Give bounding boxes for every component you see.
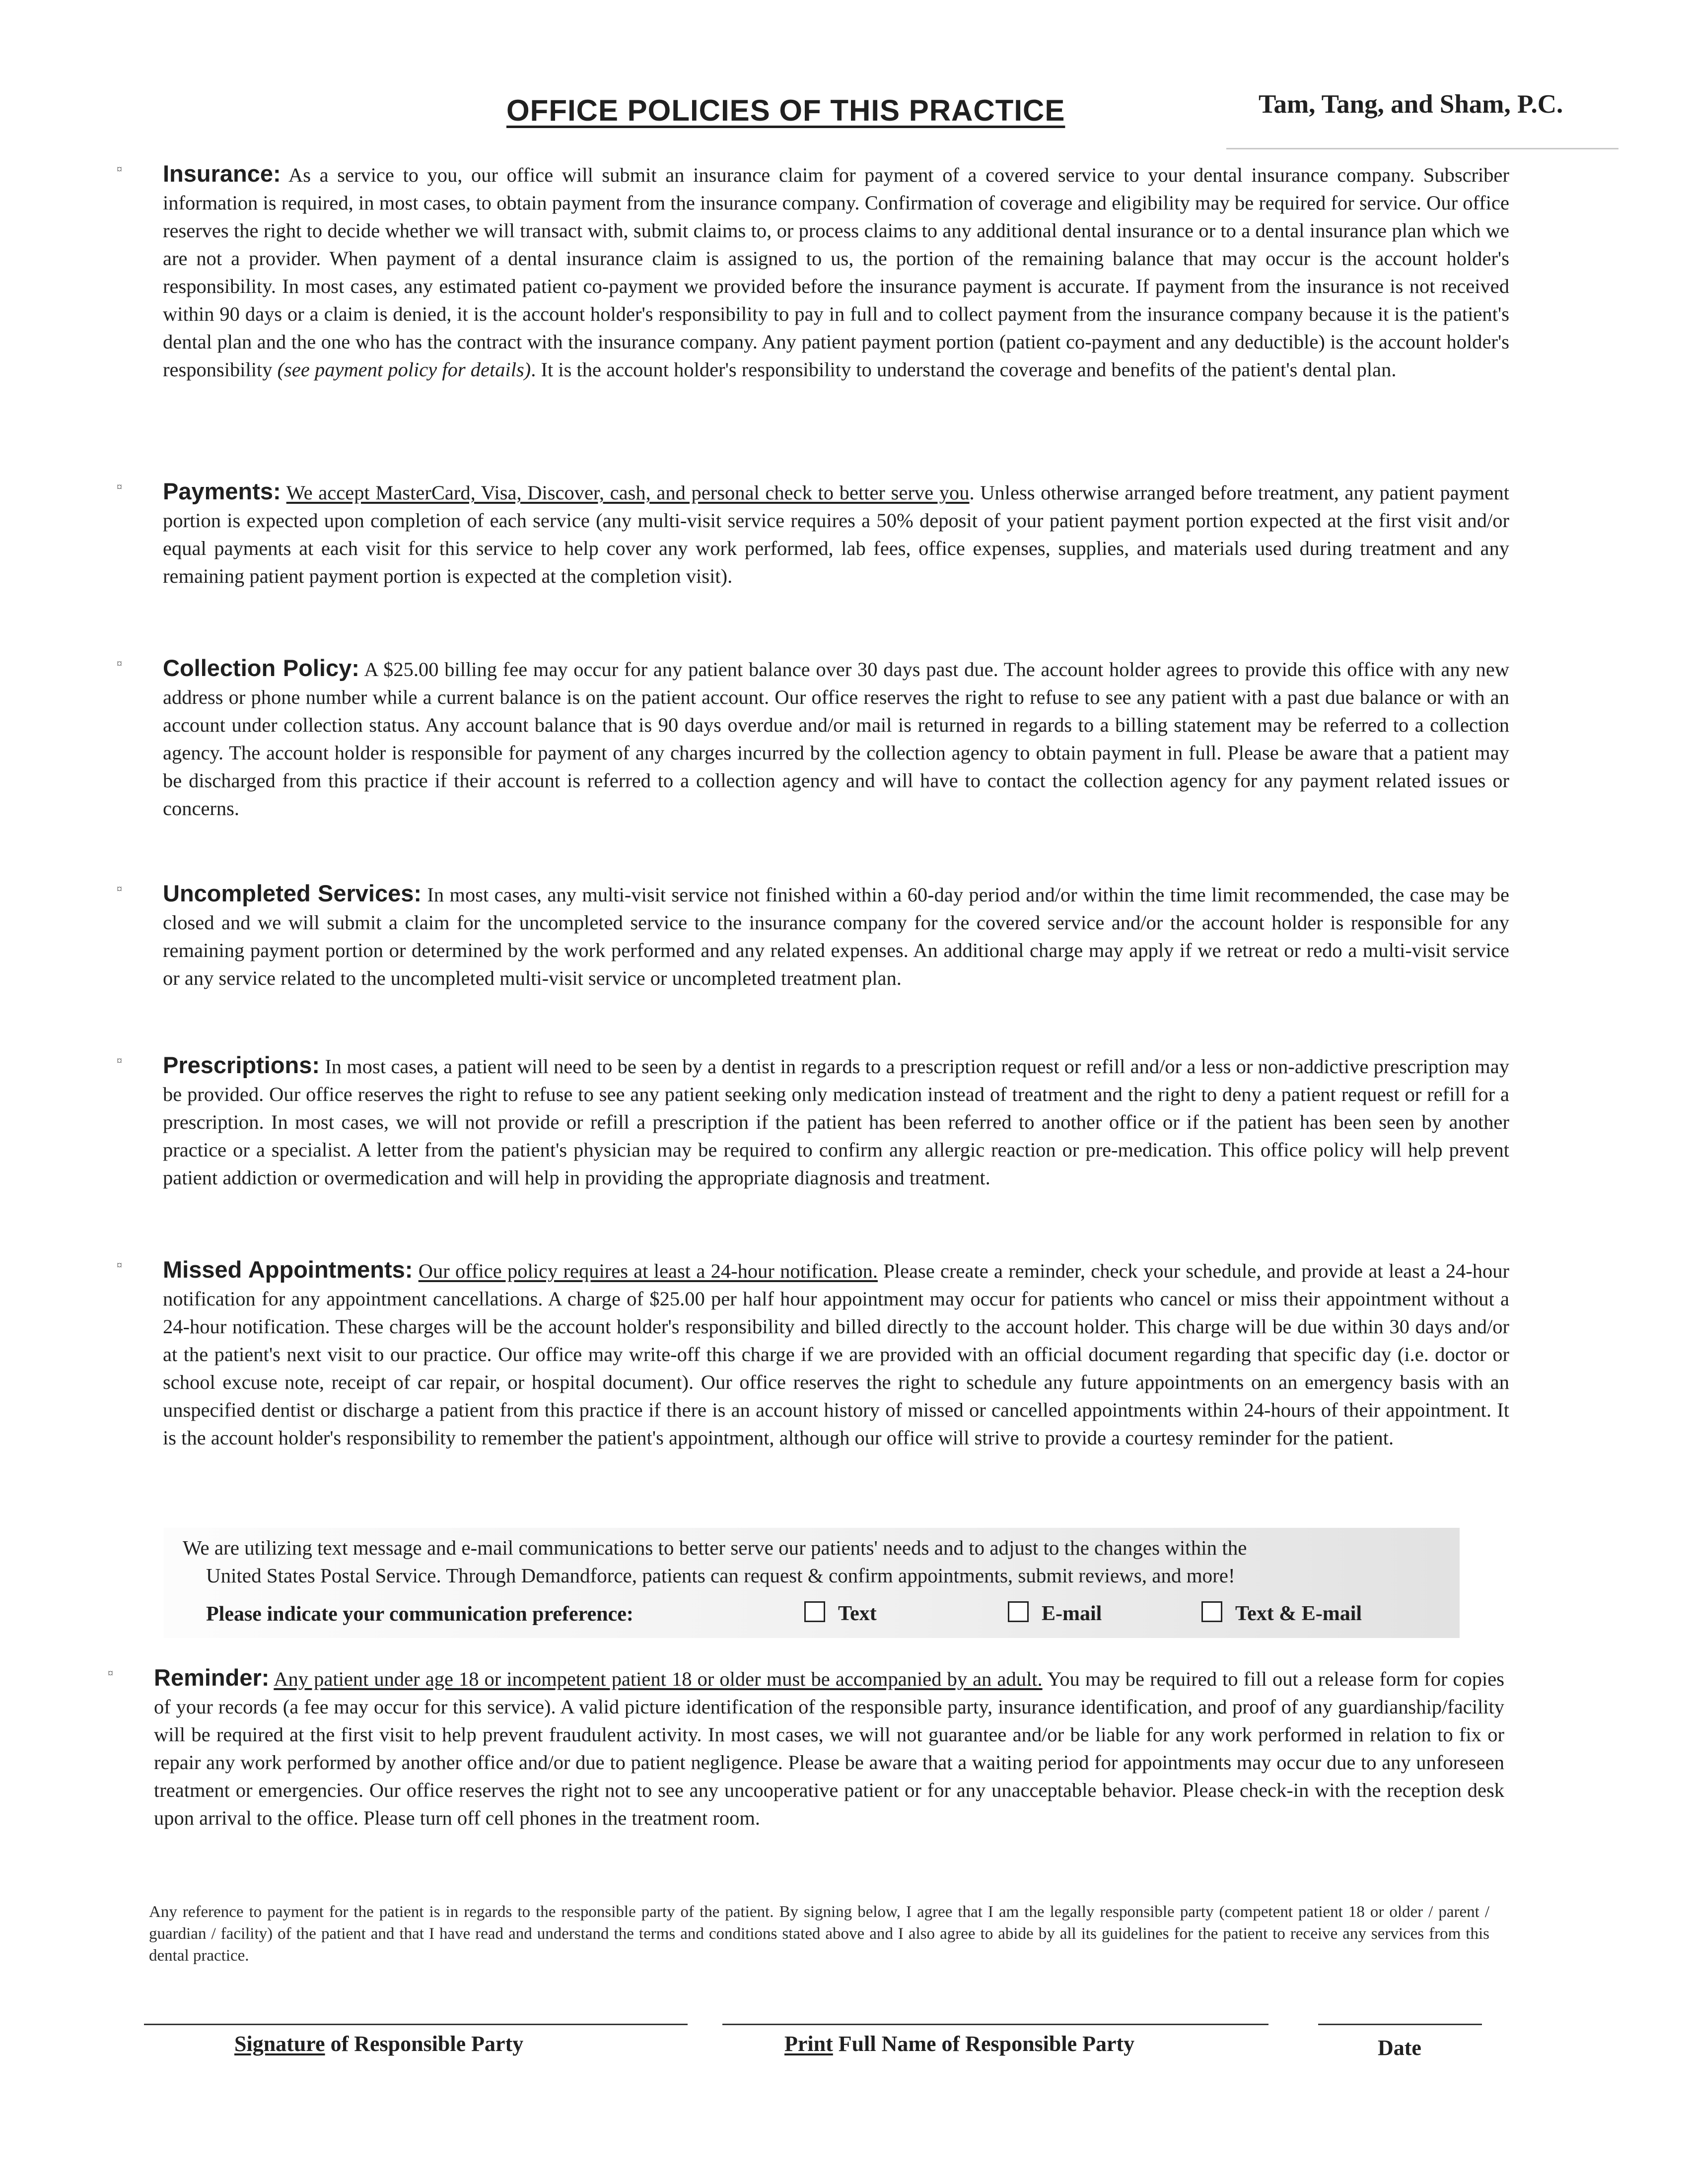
text-checkbox[interactable]: [804, 1601, 825, 1622]
payments-section: [119, 478, 1509, 590]
payments-heading: Payments:: [163, 478, 281, 504]
signature-line[interactable]: [144, 2024, 688, 2025]
print-rest: Full Name of Responsible Party: [833, 2032, 1135, 2056]
bullet-icon: ¤: [117, 1054, 122, 1067]
date-line[interactable]: [1318, 2024, 1482, 2025]
payments-text: . Unless otherwise arranged before treatment, any patient payment portion is expected upon completion of each service (any multi-visit service requires a 50% deposit of your patient payment portion expected at the first visit and/or equal payments at each visit for this service to help cover any work performed, lab fees, office expenses, supplies, and materials used during treatment and any remaining patient payment portion is expected at the completion visit).: [163, 481, 1509, 587]
print-word: Print: [784, 2032, 833, 2056]
signature-rest: of Responsible Party: [325, 2032, 524, 2056]
uncompleted-section: [119, 880, 1509, 992]
insurance-text-end: . It is the account holder's responsibility to understand the coverage and benefits of the patient's dental plan.: [531, 358, 1397, 381]
communication-line-1: We are utilizing text message and e-mail communications to better serve our patients' needs and to adjust to the changes within the: [183, 1536, 1247, 1559]
option-text-and-email[interactable]: [1201, 1601, 1362, 1626]
prescriptions-section: [119, 1051, 1509, 1192]
reminder-underlined: Any patient under age 18 or incompetent patient 18 or older must be accompanied by an adult.: [274, 1668, 1043, 1690]
prescriptions-text: In most cases, a patient will need to be seen by a dentist in regards to a prescription request or refill and/or a less or non-addictive prescription may be provided. Our office reserves the right to refuse to see any patient seeking only medication instead of treatment and the right to deny a patient request or refill for a prescription. In most cases, we will not provide or refill a prescription if the patient has been referred to another office or if the patient has been seen by another practice or a specialist. A letter from the patient's physician may be required to confirm any allergic reaction or pre-medication. This office policy will help prevent patient addiction or overmedication and will help in providing the appropriate diagnosis and treatment.: [163, 1055, 1509, 1189]
bullet-icon: ¤: [117, 480, 122, 493]
reminder-paragraph: [154, 1664, 1504, 1832]
option-email-label: E-mail: [1042, 1602, 1102, 1625]
option-text-label: Text: [838, 1602, 877, 1625]
insurance-section: [119, 160, 1509, 384]
collection-paragraph: [163, 654, 1509, 822]
payments-underlined: We accept MasterCard, Visa, Discover, cash, and personal check to better serve you: [286, 481, 970, 504]
communication-box: [164, 1528, 1460, 1638]
missed-underlined: Our office policy requires at least a 24-hour notification.: [418, 1260, 878, 1282]
uncompleted-text: In most cases, any multi-visit service not finished within a 60-day period and/or within the time limit recommended, the case may be closed and we will submit a claim for the uncompleted service to the insurance company for the covered service and/or the account holder is responsible for any remaining payment portion or determined by the work performed and any related expenses. An additional charge may apply if we retreat or redo a multi-visit service or any service related to the uncompleted multi-visit service or uncompleted treatment plan.: [163, 884, 1509, 989]
practice-name: Tam, Tang, and Sham, P.C.: [1259, 90, 1563, 119]
option-email[interactable]: [1008, 1601, 1102, 1626]
missed-section: [119, 1256, 1509, 1452]
bullet-icon: ¤: [117, 163, 122, 175]
prescriptions-paragraph: [163, 1051, 1509, 1192]
insurance-italic: (see payment policy for details): [277, 358, 531, 381]
insurance-paragraph: [163, 160, 1509, 384]
signature-word: Signature: [234, 2032, 325, 2056]
date-label: Date: [1378, 2036, 1421, 2060]
text-and-email-checkbox[interactable]: [1201, 1601, 1222, 1622]
collection-heading: Collection Policy:: [163, 655, 359, 681]
bullet-icon: ¤: [108, 1667, 113, 1679]
missed-heading: Missed Appointments:: [163, 1256, 413, 1283]
reminder-heading: Reminder:: [154, 1664, 270, 1691]
prescriptions-heading: Prescriptions:: [163, 1052, 320, 1078]
bullet-icon: ¤: [117, 657, 122, 670]
signature-label: [234, 2031, 523, 2056]
print-name-line[interactable]: [722, 2024, 1268, 2025]
email-checkbox[interactable]: [1008, 1601, 1029, 1622]
header-rule: [1226, 148, 1618, 149]
collection-text: A $25.00 billing fee may occur for any patient balance over 30 days past due. The account holder agrees to provide this office with any new address or phone number while a current balance is on the patient account. Our office reserves the right to refuse to see any patient with a past due balance or with an account under collection status. Any account balance that is 90 days overdue and/or mail is returned in regards to a billing statement may be referred to a collection agency. The account holder is responsible for payment of any charges incurred by the collection agency to obtain payment in full. Please be aware that a patient may be discharged from this practice if their account is referred to a collection agency and will have to contact the collection agency for any payment related issues or concerns.: [163, 658, 1510, 819]
agreement-footnote: Any reference to payment for the patient is in regards to the responsible party of the patient. By signing below, I agree that I am the legally responsible party (competent patient 18 or older / parent / guardian / facility) of the patient and that I have read and understand the terms and conditions stated above and I also agree to abide by all its guidelines for the patient to receive any services from this dental practice.: [149, 1903, 1489, 1965]
communication-prompt: Please indicate your communication preference:: [206, 1603, 633, 1626]
payments-paragraph: [163, 478, 1509, 590]
uncompleted-paragraph: [163, 880, 1509, 992]
page-title: OFFICE POLICIES OF THIS PRACTICE: [506, 94, 1065, 127]
collection-section: [119, 654, 1509, 822]
insurance-text: As a service to you, our office will submit an insurance claim for payment of a covered service to your dental insurance company. Subscriber information is required, in most cases, to obtain payment from the insurance company. Confirmation of coverage and eligibility may be required for service. Our office reserves the right to decide whether we will transact with, submit claims to, or process claims to any additional dental insurance or to a dental insurance plan which we are not a provider. When payment of a dental insurance claim is assigned to us, the portion of the remaining balance that may occur is the account holder's responsibility. In most cases, any estimated patient co-payment we provided before the insurance payment is accurate. If payment from the insurance is not received within 90 days or a claim is denied, it is the account holder's responsibility to pay in full and to collect payment from the insurance company because it is the patient's dental plan and the one who has the contract with the insurance company. Any patient payment portion (patient co-payment and any deductible) is the account holder's responsibility: [163, 164, 1510, 381]
missed-text: Please create a reminder, check your schedule, and provide at least a 24-hour notification for any appointment cancellations. A charge of $25.00 per half hour appointment may occur for patients who cancel or miss their appointment without a 24-hour notification. These charges will be the account holder's responsibility and billed directly to the account holder. This charge will be due within 30 days and/or at the patient's next visit to our practice. Our office may write-off this charge if we are provided with an official document regarding that specific day (i.e. doctor or school excuse note, receipt of car repair, or hospital document). Our office reserves the right to schedule any future appointments on an emergency basis with an unspecified dentist or discharge a patient from this practice if there is an account history of missed or cancelled appointments within 24-hours of their appointment. It is the account holder's responsibility to remember the patient's appointment, although our office will strive to provide a courtesy reminder for the patient.: [163, 1260, 1509, 1449]
option-text[interactable]: [804, 1601, 877, 1626]
insurance-heading: Insurance:: [163, 160, 281, 187]
bullet-icon: ¤: [117, 1259, 122, 1271]
uncompleted-heading: Uncompleted Services:: [163, 880, 422, 906]
reminder-text: You may be required to fill out a release form for copies of your records (a fee may occur for this service). A valid picture identification of the responsible party, insurance identification, and proof of any guardianship/facility will be required at the first visit to help prevent fraudulent activity. In most cases, we will not guarantee and/or be liable for any work performed in relation to fix or repair any work performed by another office and/or due to patient negligence. Please be aware that a waiting period for appointments may occur due to any unforeseen treatment or emergencies. Our office reserves the right not to see any uncooperative patient or for any unacceptable behavior. Please check-in with the reception desk upon arrival to the office. Please turn off cell phones in the treatment room.: [154, 1668, 1505, 1829]
bullet-icon: ¤: [117, 883, 122, 895]
option-text-and-email-label: Text & E-mail: [1235, 1602, 1362, 1625]
reminder-section: [110, 1664, 1504, 1832]
missed-paragraph: [163, 1256, 1509, 1452]
communication-line-2: United States Postal Service. Through Demandforce, patients can request & confirm appointments, submit reviews, and more!: [206, 1564, 1235, 1587]
print-name-label: [784, 2031, 1134, 2056]
